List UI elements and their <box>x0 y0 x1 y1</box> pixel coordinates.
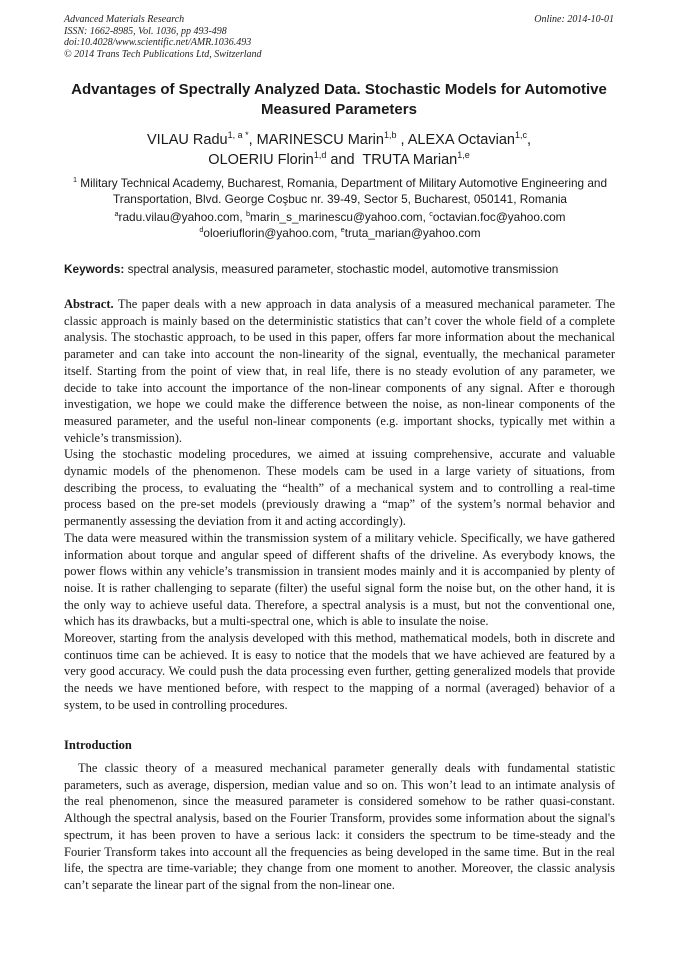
author-name: MARINESCU Marin <box>256 132 384 148</box>
introduction-paragraph: The classic theory of a measured mechanical parameter generally deals with fundamental statistic parameters, such as average, dispersion, median value and so on. This won’t lead to an intimate analysis of the real phenomenon, since the measured parameter is considered somehow to be rather quasi-constant. Although the spectral analysis, based on the Fourier Transform, provides some information about the signal's spectrum, it has been proven to have a serious lack: it considers the spectrum to be time-steady and the Fourier Transform takes into account all the frequencies as being developed in the same time. But in the real life, the spectra are time-variable; they change from one moment to another. Moreover, the classic analysis can’t separate the linear part of the signal from the non-linear one. <box>64 761 615 892</box>
affiliation <box>64 176 616 207</box>
abstract <box>64 296 615 714</box>
author-sup: 1,e <box>457 150 470 161</box>
email-sup: a <box>114 209 119 219</box>
author-name: TRUTA Marian <box>362 152 458 168</box>
author-list: VILAU Radu$^{1, a *}$, MARINESCU Marin$^{1,b}$ , ALEXA Octavian$^{1,c}$, OLOERIU Florin$^{1,d}$ and TRUTA Marian$^{1,e}$ <box>147 130 531 168</box>
email-address: octavian.foc@yahoo.com <box>432 210 566 224</box>
email-sup: c <box>429 209 433 219</box>
author-name: OLOERIU Florin <box>208 152 314 168</box>
abstract-text: The paper deals with a new approach in data analysis of a measured mechanical parameter. The classic approach is mainly based on the deterministic statistics that can’t cover the whole field of a complete analysis. The stochastic approach, to be used in this paper, offers far more information about the mechanical parameter and can take into account the non-linearity of the signal, eventually, the mechanical parameter itself. Starting from the point of view that, in real life, there is no steady evolution of any parameter, we decide to take into account the importance of the non-linear components of any signal. After e thorough investigation, we hope we could make the difference between the noise, as non-linear components of the measured parameter, and the useful non-linear components (e.g. important shocks, typically met within a vehicle’s transmission). <box>64 297 615 445</box>
email-sup: b <box>245 209 251 219</box>
author-name: VILAU Radu <box>147 132 228 148</box>
abstract-paragraph: Moreover, starting from the analysis developed with this method, mathematical models, both in discrete and continuos time can be achieved. It is easy to notice that the models that we have achieved are featured by a very good accuracy. We could push the data processing even further, getting generalized models that provide the needs we have mentioned before, with respect to the mapping of a normal (averaged) behavior of a system, to be used in controlling procedures. <box>64 631 615 712</box>
section-heading-introduction: Introduction <box>64 738 132 752</box>
journal-name: Advanced Materials Research <box>64 14 185 25</box>
affiliation-sup: 1 <box>72 175 78 185</box>
abstract-paragraph: Using the stochastic modeling procedures, we aimed at issuing comprehensive, accurate and valuable dynamic models of the phenomenon. These models cam be used in a large variety of situations, from describing the process, to evaluating the “health” of a mechanical system and to controlling a real-time process based on the pre-set models (previously drawing a “map” of the system’s normal behavior and permanently assessing the deviation from it and acting accordingly). <box>64 447 615 529</box>
author-sup: 1,c <box>514 130 527 141</box>
journal-copyright: © 2014 Trans Tech Publications Ltd, Switzerland <box>64 48 262 60</box>
introduction-body <box>64 760 615 894</box>
abstract-label: Abstract. <box>64 297 114 311</box>
affiliation-text: Military Technical Academy, Bucharest, Romania, Department of Military Automotive Engineering and Transportation, Blvd. George Coşbuc nr. 39-49, Sector 5, Bucharest, 050141, Romania <box>80 176 608 206</box>
email-address: marin_s_marinescu@yahoo.com <box>250 210 423 224</box>
email-sup: d <box>199 224 204 234</box>
author-sup: 1, a * <box>227 130 249 141</box>
journal-header <box>64 14 262 60</box>
author-sup: 1,d <box>313 150 327 161</box>
email-address: oloeriuflorin@yahoo.com <box>203 225 335 240</box>
journal-doi: doi:10.4028/www.scientific.net/AMR.1036.493 <box>64 37 252 48</box>
paper-title: Advantages of Spectrally Analyzed Data. Stochastic Models for Automotive Measured Parameters <box>71 81 607 118</box>
author-name: ALEXA Octavian <box>407 132 515 148</box>
abstract-paragraph <box>64 296 615 446</box>
email-list: $^a$radu.vilau@yahoo.com, $^b$marin_s_marinescu@yahoo.com, $^c$octavian.foc@yahoo.com $^d$oloeriuflorin@yahoo.com, $^e$truta_marian@yahoo.com <box>114 209 566 240</box>
email-address: radu.vilau@yahoo.com <box>118 210 240 224</box>
abstract-paragraph: The data were measured within the transmission system of a military vehicle. Specifically, we have gathered information about torque and angular speed of different shafts of the driveline. As everybody knows, the power flows within any vehicle’s transmission in transient modes mainly and it is accompanied by plenty of noise. It is rather challenging to separate (filter) the useful signal form the noise but, on the other hand, it is the only way to achieve useful data. Therefore, a spectral analysis is a must, but not the conventional one, which has its drawbacks, but a multi-spectral one, which is able to insulate the noise. <box>64 530 615 629</box>
email-address: truta_marian@yahoo.com <box>344 225 481 240</box>
keywords <box>64 262 616 277</box>
keywords-text: spectral analysis, measured parameter, stochastic model, automotive transmission <box>127 262 559 276</box>
keywords-label: Keywords: <box>64 262 125 276</box>
online-date: Online: 2014-10-01 <box>534 14 614 25</box>
email-sup: e <box>340 224 345 234</box>
journal-issn: ISSN: 1662-8985, Vol. 1036, pp 493-498 <box>64 25 227 37</box>
author-sup: 1,b <box>383 130 397 141</box>
